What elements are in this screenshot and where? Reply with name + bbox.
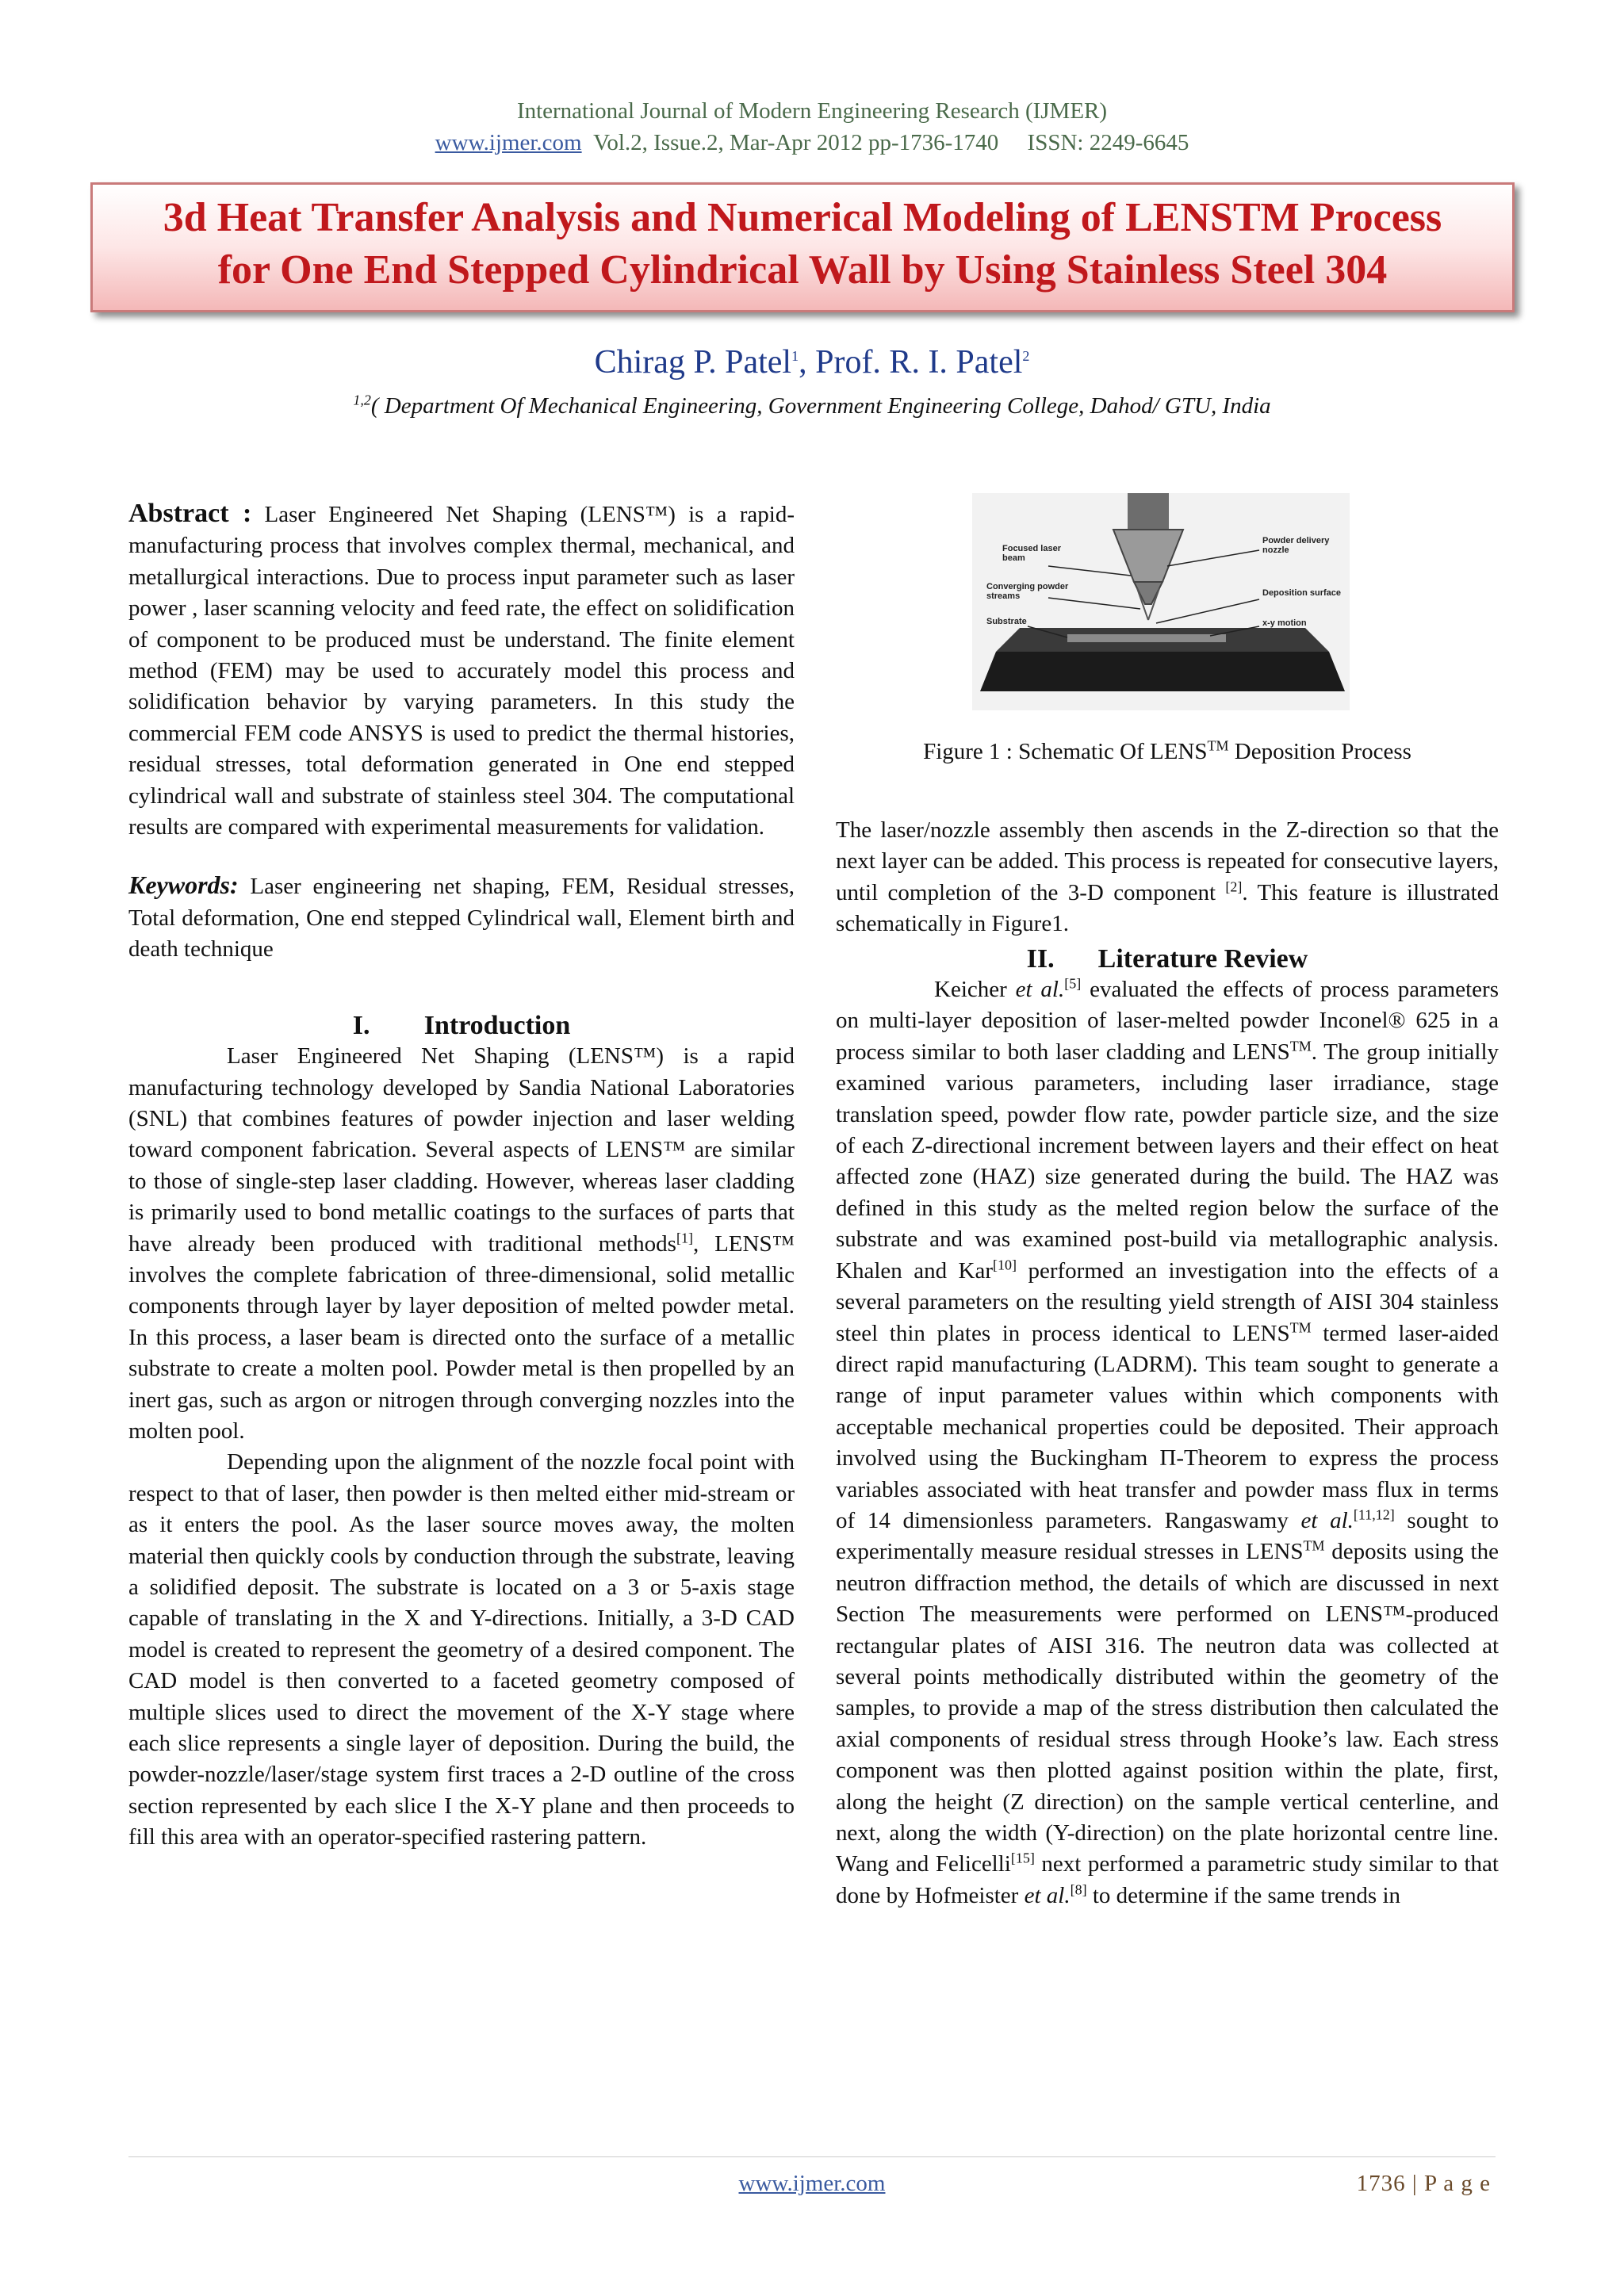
title-line-2: for One End Stepped Cylindrical Wall by Using Stainless Steel 304 xyxy=(217,247,1388,293)
lr-text-3: . The group initially examined various parameters, including laser irradiance, stage translation speed, powder flow rate, powder particle size, and the size of each Z-directional increment between layers and their effect on heat affected zone (HAZ) size generated during the build. The HAZ was defined in this study as the melted region below the surface of the substrate and was examined post-build via metallographic analysis. Khalen and Kar xyxy=(836,1039,1499,1284)
intro-number: I. xyxy=(352,1010,370,1040)
journal-issue: Vol.2, Issue.2, Mar-Apr 2012 pp-1736-1740 xyxy=(593,130,999,155)
literature-number: II. xyxy=(1026,943,1055,974)
intro-p1-text-b: , LENS™ involves the complete fabrication of three-dimensional, solid metallic components through layer by layer deposition of melted powder metal. In this process, a laser beam is directed onto the surface of a metallic substrate to create a molten pool. Powder metal is then propelled by an inert gas, such as argon or nitrogen through converging nozzles into the molten pool. xyxy=(128,1230,795,1444)
literature-heading xyxy=(836,943,1499,974)
lr-tm-1: TM xyxy=(1289,1038,1312,1054)
left-column xyxy=(128,498,795,1854)
page-number: 1736 | P a g e xyxy=(1356,2171,1491,2196)
authors xyxy=(0,341,1624,384)
journal-issn: ISSN: 2249-6645 xyxy=(1027,130,1189,155)
citation-15: [15] xyxy=(1010,1850,1035,1866)
footer-divider xyxy=(128,2156,1496,2157)
citation-10: [10] xyxy=(993,1257,1017,1273)
author-1: Chirag P. Patel xyxy=(594,344,792,381)
journal-name: International Journal of Modern Engineering Research (IJMER) xyxy=(516,98,1108,124)
lr-text-2: evaluated the effects of process parameters on multi-layer deposition of laser-melted powder Inconel® 625 in a process similar to both laser cladding and LENS xyxy=(836,977,1499,1065)
paper-title xyxy=(90,192,1515,297)
lr-text-7: deposits using the neutron diffraction method, the details of which are discussed in next Section The measurements were performed on LENS™-produced rectangular plates of AISI 316. The neutron data was collected at several points methodically distributed within the geometry of the samples, to provide a map of the stress distribution then calculated the axial components of residual stress through Hooke’s law. Each stress component was then plotted against position within the plate, first, along the height (Z direction) on the sample vertical centerline, and next, along the width (Y-direction) on the plate horizontal centre line. Wang and Felicelli xyxy=(836,1539,1499,1877)
figure-caption-tm: TM xyxy=(1207,737,1229,754)
affiliation-text: ( Department Of Mechanical Engineering, Government Engineering College, Dahod/ GTU, India xyxy=(370,393,1271,419)
keywords-label: Keywords: xyxy=(128,871,239,900)
lr-text-5: termed laser-aided direct rapid manufacturing (LADRM). This team sought to generate a range of input parameter values within which components with acceptable mechanical properties could be deposited. Their approach involved using the Buckingham Π-Theorem to express the process variables associated with heat transfer and powder mass flux in terms of 14 dimensionless parameters. Rangaswamy xyxy=(836,1320,1499,1533)
author-1-sup: 1 xyxy=(791,348,799,364)
intro-paragraph-2: Depending upon the alignment of the nozzle focal point with respect to that of laser, then powder is then melted either mid-stream or as it enters the pool. As the laser source moves away, the molten material then quickly cools by conduction through the substrate, leaving a solidified deposit. The substrate is located on a 3 or 5-axis stage capable of translating in the X and Y-directions. Initially, a 3-D CAD model is created to represent the geometry of a desired component. The CAD model is then converted to a faceted geometry composed of multiple slices used to direct the movement of the X-Y stage where each slice represents a single layer of deposition. During the build, the powder-nozzle/laser/stage system first traces a 2-D outline of the cross section represented by each slice I the X-Y plane and then proceeds to fill this area with an operator-specified rastering pattern. xyxy=(128,1449,795,1850)
lr-text-9: to determine if the same trends in xyxy=(1086,1882,1401,1908)
citation-1: [1] xyxy=(676,1229,693,1246)
keywords-text: Laser engineering net shaping, FEM, Residual stresses, Total deformation, One end stepped Cylindrical wall, Element birth and death technique xyxy=(128,874,795,962)
affiliation-sup: 1,2 xyxy=(353,392,371,408)
author-2: Prof. R. I. Patel xyxy=(815,344,1023,381)
label-converging-powder-streams: Converging powder streams xyxy=(986,582,1069,601)
author-2-sup: 2 xyxy=(1022,348,1030,364)
footer-website-link[interactable]: www.ijmer.com xyxy=(738,2171,886,2196)
right-paragraph-1 xyxy=(836,815,1499,940)
keywords xyxy=(128,870,795,965)
right-p1-text-b: . This feature is illustrated schematically in Figure1. xyxy=(836,879,1499,937)
abstract-text: Laser Engineered Net Shaping (LENS™) is a rapid-manufacturing process that involves complex thermal, mechanical, and metallurgical interactions. Due to process input parameter such as laser power , laser scanning velocity and feed rate, the effect on solidification of component to be produced must be understand. The finite element method (FEM) may be used to accurately model this process and solidification behavior by varying parameters. In this study the commercial FEM code ANSYS is used to predict the thermal histories, residual stresses, total deformation generated in One end stepped cylindrical wall and substrate of stainless steel 304. The computational results are compared with experimental measurements for validation. xyxy=(128,502,795,840)
lr-text-8: next performed a parametric study similar to that done by Hofmeister xyxy=(836,1851,1499,1908)
author-separator: , xyxy=(799,344,816,381)
label-xy-motion: x-y motion xyxy=(1262,618,1307,628)
intro-paragraph-1 xyxy=(128,1041,795,1447)
lr-text-1: Keicher xyxy=(934,977,1016,1003)
journal-website-link[interactable]: www.ijmer.com xyxy=(435,130,582,155)
lr-etal-3: et al. xyxy=(1024,1882,1071,1908)
substrate-base xyxy=(980,652,1345,691)
label-deposition-surface: Deposition surface xyxy=(1262,588,1342,598)
affiliation xyxy=(0,390,1624,422)
figure-1-caption xyxy=(836,736,1499,767)
lr-text-4: performed an investigation into the effects of a several parameters on the resulting yield strength of AISI 304 stainless steel thin plates in process identical to LENS xyxy=(836,1257,1499,1346)
literature-title: Literature Review xyxy=(1097,943,1308,974)
label-substrate: Substrate xyxy=(986,617,1027,626)
lr-etal-1: et al. xyxy=(1015,977,1065,1003)
intro-p1-text-a: Laser Engineered Net Shaping (LENS™) is a rapid manufacturing technology developed by Sandia National Laboratories (SNL) that combines features of powder injection and laser welding toward component fabrication. Several aspects of LENS™ are similar to those of single-step laser cladding. However, whereas laser cladding is primarily used to bond metallic coatings to the surfaces of parts that have already been produced with traditional methods xyxy=(128,1043,795,1257)
laser-housing xyxy=(1128,493,1169,530)
right-column xyxy=(836,815,1499,1911)
lens-schematic-figure xyxy=(972,493,1350,710)
title-line-1: 3d Heat Transfer Analysis and Numerical Modeling of LENSTM Process xyxy=(163,195,1442,240)
lr-etal-2: et al. xyxy=(1300,1507,1354,1533)
deposit-track xyxy=(1067,634,1226,642)
literature-paragraph xyxy=(836,974,1499,1911)
citation-2: [2] xyxy=(1225,878,1243,895)
label-focused-laser-beam: Focused laser beam xyxy=(1002,544,1061,563)
figure-caption-text-b: Deposition Process xyxy=(1228,739,1411,764)
page-footer xyxy=(0,2168,1624,2199)
lr-text-6: sought to experimentally measure residual stresses in LENS xyxy=(836,1507,1499,1565)
abstract xyxy=(128,498,795,843)
lr-tm-3: TM xyxy=(1303,1537,1325,1554)
right-p1-text-a: The laser/nozzle assembly then ascends in the Z-direction so that the next layer can be added. This process is repeated for consecutive layers, until completion of the 3-D component xyxy=(836,817,1499,905)
intro-title: Introduction xyxy=(423,1010,571,1040)
citation-5: [5] xyxy=(1064,975,1082,992)
intro-heading xyxy=(128,1010,795,1041)
citation-11-12: [11,12] xyxy=(1353,1506,1395,1523)
abstract-label: Abstract : xyxy=(128,499,252,528)
citation-8: [8] xyxy=(1070,1881,1087,1898)
label-powder-delivery-nozzle: Powder delivery nozzle xyxy=(1262,536,1330,555)
journal-header xyxy=(0,95,1624,159)
lr-tm-2: TM xyxy=(1289,1318,1312,1335)
journal-issue-line xyxy=(0,127,1624,159)
figure-caption-text-a: Figure 1 : Schematic Of LENS xyxy=(923,739,1208,764)
